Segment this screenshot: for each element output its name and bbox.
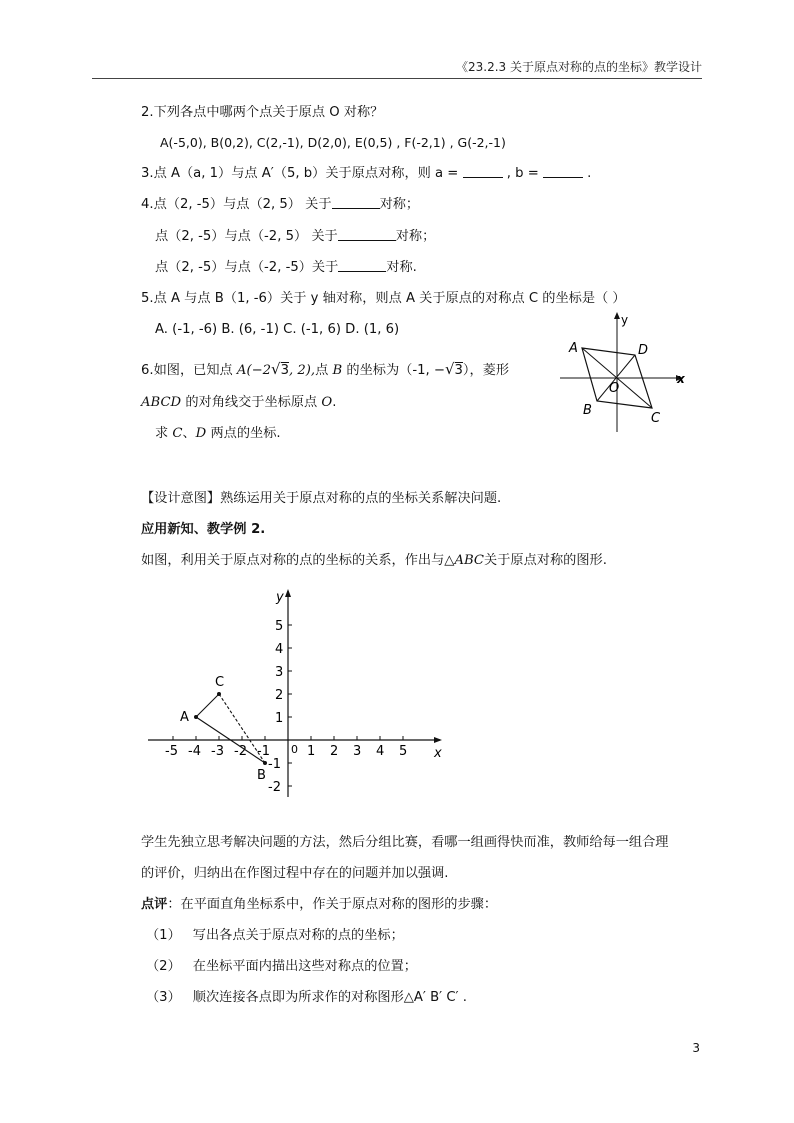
x-axis-label: x — [434, 746, 442, 761]
x-tick-label: 1 — [307, 744, 316, 759]
q6-mid2: 的坐标为（-1, − — [346, 363, 445, 378]
para-line2: 的评价，归纳出在作图过程中存在的问题并加以强调. — [141, 866, 449, 881]
example2-desc-a: 如图，利用关于原点对称的点的坐标的关系，作出与△ — [141, 553, 455, 568]
step-number: （3） — [146, 990, 181, 1005]
point-label-c: C — [215, 675, 225, 690]
q6-line1 — [141, 360, 509, 380]
fig1-y-label: y — [621, 313, 629, 327]
q4-line3-end: 对称. — [386, 260, 417, 275]
fig1-label-o: O — [609, 381, 620, 396]
q3-blank-b — [543, 165, 583, 178]
rhombus-figure — [555, 308, 695, 438]
point-b — [263, 761, 267, 765]
y-tick-label: 5 — [275, 619, 284, 634]
q6-line2-dot: . — [332, 395, 337, 410]
q2-points: A(-5,0), B(0,2), C(2,-1), D(2,0), E(0,5) , F(-2,1) , G(-2,-1) — [160, 135, 506, 150]
q6-sep: 、 — [182, 426, 196, 441]
design-intent: 【设计意图】熟练运用关于原点对称的点的坐标关系解决问题. — [141, 491, 502, 506]
sqrt-symbol-2: √ — [444, 360, 455, 378]
q6-point-a: A — [236, 363, 247, 378]
x-tick-label: 3 — [353, 744, 362, 759]
q4-line2-text: 点（2, -5）与点（-2, 5） 关于 — [155, 229, 338, 244]
q6-coord-close: , 2), — [289, 363, 316, 378]
point-c — [217, 692, 221, 696]
q6-sqrt-radicand-2: 3 — [454, 363, 463, 378]
comment-step-1 — [146, 927, 404, 945]
example2-title: 应用新知、教学例 2. — [141, 522, 266, 537]
q6-line3-pre: 求 — [155, 426, 169, 441]
q6-sqrt-radicand: 3 — [280, 363, 289, 378]
q5-options: A. (-1, -6) B. (6, -1) C. (-1, 6) D. (1, 6) — [155, 322, 400, 337]
q6-abcd: ABCD — [141, 395, 182, 410]
comment-step-3 — [146, 989, 467, 1007]
x-tick-label: -5 — [165, 744, 178, 759]
page-number: 3 — [692, 1041, 700, 1055]
q6-line3-rest: 两点的坐标. — [210, 426, 281, 441]
q4-blank2 — [338, 228, 396, 241]
q6-point-b: B — [332, 363, 343, 378]
para-line1: 学生先独立思考解决问题的方法，然后分组比赛，看哪一组画得快而准，教师给每一组合理 — [141, 835, 669, 850]
q6-origin-o: O — [321, 395, 333, 410]
point-label-a: A — [180, 710, 189, 725]
sqrt-symbol: √ — [271, 360, 281, 378]
y-axis-arrow — [285, 589, 291, 597]
y-tick-label: -1 — [268, 757, 281, 772]
step-text: 顺次连接各点即为所求作的对称图形△A′ B′ C′ . — [192, 990, 467, 1005]
q3-text-a: 3.点 A（a, 1）与点 A′（5, b）关于原点对称，则 a = — [141, 166, 459, 181]
fig1-label-d: D — [638, 343, 649, 358]
q4-line3-text: 点（2, -5）与点（-2, -5）关于 — [155, 260, 339, 275]
q3-blank-a — [463, 165, 503, 178]
q3-question — [141, 165, 591, 183]
x-tick-label: 4 — [376, 744, 385, 759]
x-tick-label: 5 — [399, 744, 408, 759]
q4-line1 — [141, 196, 419, 214]
x-axis-arrow — [434, 737, 442, 743]
q6-end: ），菱形 — [462, 363, 510, 378]
header-title: 《23.2.3 关于原点对称的点的坐标》教学设计 — [456, 60, 702, 74]
q4-blank3 — [338, 259, 386, 272]
header-rule — [92, 78, 702, 79]
q2-question: 2.下列各点中哪两个点关于原点 O 对称？ — [141, 105, 384, 120]
y-tick-label: 3 — [275, 665, 284, 680]
example2-desc-b: 关于原点对称的图形. — [484, 553, 607, 568]
q4-line1-text: 4.点（2, -5）与点（2, 5） 关于 — [141, 197, 332, 212]
comment-step-2 — [146, 958, 417, 976]
step-number: （2） — [146, 959, 181, 974]
step-number: （1） — [146, 928, 181, 943]
comment-text: ：在平面直角坐标系中，作关于原点对称的图形的步骤： — [167, 897, 498, 912]
fig1-label-b: B — [583, 403, 592, 418]
point-label-b: B — [257, 768, 266, 783]
origin-label: 0 — [291, 743, 298, 756]
y-tick-label: 1 — [275, 711, 284, 726]
step-text: 在坐标平面内描出这些对称点的位置； — [192, 959, 417, 974]
q6-line2 — [141, 394, 336, 412]
x-tick-label: -1 — [257, 744, 270, 759]
q4-line1-end: 对称； — [379, 197, 420, 212]
fig1-y-arrow — [614, 312, 620, 319]
fig1-x-label: x — [677, 372, 685, 386]
q6-line3 — [155, 425, 281, 443]
q4-line2-end: 对称； — [395, 229, 436, 244]
fig1-label-a: A — [569, 341, 578, 356]
q6-mid: 点 — [315, 363, 329, 378]
coordinate-plane-figure — [140, 585, 460, 800]
q3-text-c: . — [587, 166, 592, 181]
comment-intro — [141, 896, 497, 914]
example2-desc — [141, 552, 607, 570]
q3-text-b: , b = — [506, 166, 539, 181]
x-tick-label: 2 — [330, 744, 339, 759]
q6-point-d: D — [195, 426, 207, 441]
point-a — [194, 715, 198, 719]
triangle-side-ac — [196, 694, 219, 717]
q6-pre: 6.如图，已知点 — [141, 363, 233, 378]
x-tick-label: -2 — [234, 744, 247, 759]
comment-label: 点评 — [141, 897, 168, 912]
fig1-label-c: C — [651, 411, 661, 426]
step-text: 写出各点关于原点对称的点的坐标； — [192, 928, 404, 943]
x-tick-label: -3 — [211, 744, 224, 759]
x-tick-label: -4 — [188, 744, 201, 759]
example2-abc: ABC — [454, 553, 485, 568]
y-tick-label: 4 — [275, 642, 284, 657]
y-tick-label: -2 — [268, 780, 281, 795]
q6-point-c: C — [172, 426, 183, 441]
q4-line3 — [155, 259, 417, 277]
q4-line2 — [155, 228, 435, 246]
y-axis-label: y — [276, 590, 284, 605]
q5-question: 5.点 A 与点 B（1, -6）关于 y 轴对称，则点 A 关于原点的对称点 C 的坐标是（ ） — [141, 291, 626, 306]
q6-coord-open: (−2 — [246, 363, 272, 378]
q6-line2-text: 的对角线交于坐标原点 — [185, 395, 318, 410]
y-tick-label: 2 — [275, 688, 284, 703]
q4-blank1 — [332, 196, 380, 209]
